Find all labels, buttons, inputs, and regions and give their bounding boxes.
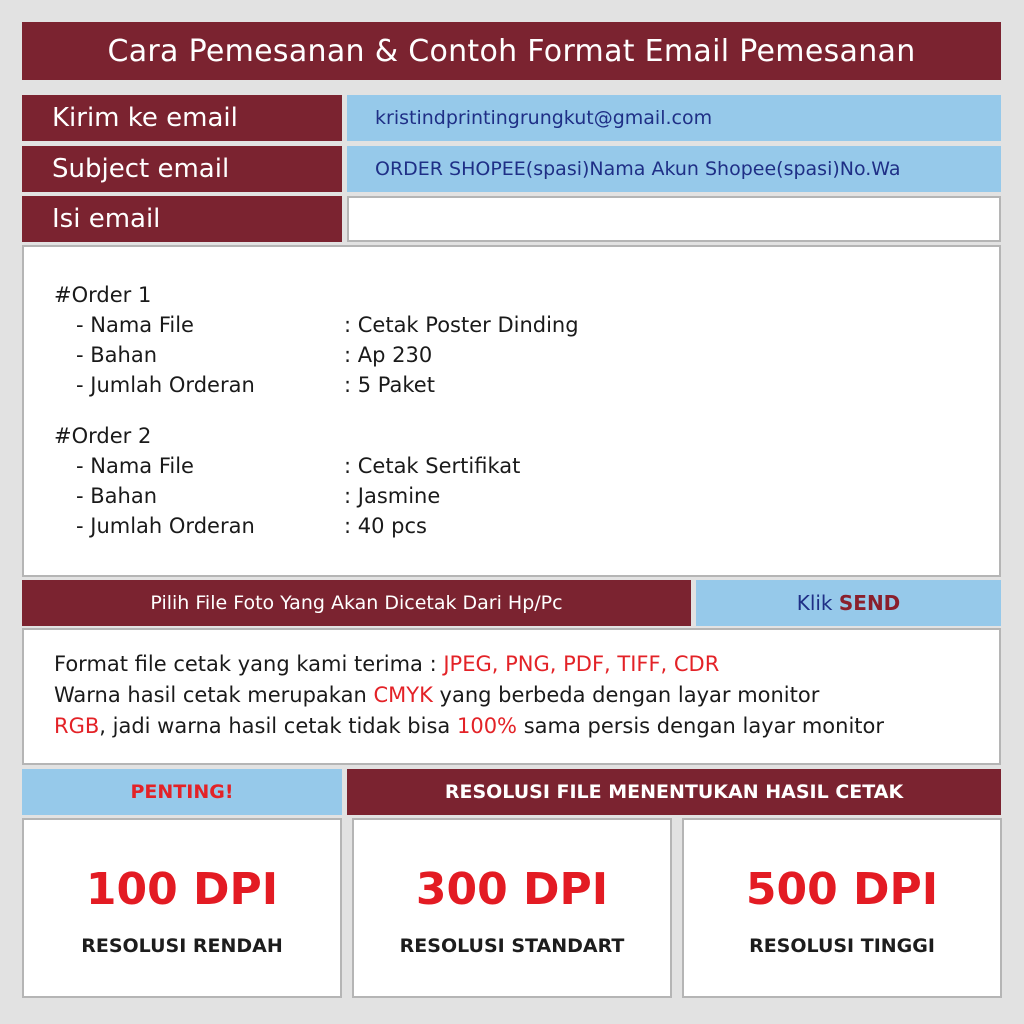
- order-field-value: : Cetak Sertifikat: [344, 454, 521, 478]
- file-format-info: [22, 628, 1001, 765]
- email-body-example: [22, 245, 1001, 577]
- order-heading: #Order 1: [54, 283, 152, 307]
- info-text: Format file cetak yang kami terima :: [54, 652, 444, 676]
- dpi-label: RESOLUSI RENDAH: [81, 935, 283, 957]
- send-to-email-label: Kirim ke email: [22, 95, 342, 141]
- order-field: [76, 484, 676, 514]
- important-badge: PENTING!: [22, 769, 342, 815]
- dpi-label: RESOLUSI TINGGI: [749, 935, 935, 957]
- info-text: yang berbeda dengan layar monitor: [432, 683, 820, 707]
- dpi-value: 100 DPI: [85, 864, 279, 915]
- order-field-key: - Bahan: [76, 484, 158, 508]
- info-text: sama persis dengan layar monitor: [517, 714, 884, 738]
- dpi-label: RESOLUSI STANDART: [399, 935, 625, 957]
- order-field-value: : Cetak Poster Dinding: [344, 313, 579, 337]
- dpi-value: 300 DPI: [415, 864, 609, 915]
- order-field-key: - Nama File: [76, 454, 194, 478]
- resolution-headline: RESOLUSI FILE MENENTUKAN HASIL CETAK: [347, 769, 1001, 815]
- resolution-card-low: [22, 818, 342, 998]
- order-field-value: : 5 Paket: [344, 373, 435, 397]
- page-title: Cara Pemesanan & Contoh Format Email Pemesanan: [22, 22, 1001, 80]
- order-field-key: - Jumlah Orderan: [76, 514, 255, 538]
- order-field: [76, 373, 676, 403]
- order-field: [76, 514, 676, 544]
- info-rgb: RGB: [54, 714, 100, 738]
- send-button[interactable]: [696, 580, 1001, 626]
- info-line-cmyk: [54, 683, 819, 707]
- subject-email-value: ORDER SHOPEE(spasi)Nama Akun Shopee(spasi)No.Wa: [347, 146, 1001, 192]
- order-field: [76, 454, 676, 484]
- info-text: Warna hasil cetak merupakan: [54, 683, 374, 707]
- email-address-value: kristindprintingrungkut@gmail.com: [347, 95, 1001, 141]
- info-formats: JPEG, PNG, PDF, TIFF, CDR: [443, 652, 720, 676]
- order-field: [76, 313, 676, 343]
- info-cmyk: CMYK: [373, 683, 433, 707]
- subject-email-label: Subject email: [22, 146, 342, 192]
- order-field-value: : Ap 230: [344, 343, 433, 367]
- resolution-card-high: [682, 818, 1002, 998]
- email-body-label: Isi email: [22, 196, 342, 242]
- info-line-formats: [54, 652, 719, 676]
- info-percent: 100%: [456, 714, 518, 738]
- resolution-card-standard: [352, 818, 672, 998]
- dpi-value: 500 DPI: [745, 864, 939, 915]
- info-line-rgb: [54, 714, 884, 738]
- send-button-label: SEND: [838, 591, 901, 615]
- order-heading: #Order 2: [54, 424, 152, 448]
- info-text: , jadi warna hasil cetak tidak bisa: [99, 714, 457, 738]
- order-field-value: : Jasmine: [344, 484, 441, 508]
- order-field-value: : 40 pcs: [344, 514, 427, 538]
- send-button-prefix: Klik: [796, 591, 833, 615]
- choose-file-button[interactable]: Pilih File Foto Yang Akan Dicetak Dari Hp/Pc: [22, 580, 691, 626]
- order-field: [76, 343, 676, 373]
- email-body-field: [347, 196, 1001, 242]
- order-field-key: - Bahan: [76, 343, 158, 367]
- order-field-key: - Nama File: [76, 313, 194, 337]
- order-field-key: - Jumlah Orderan: [76, 373, 255, 397]
